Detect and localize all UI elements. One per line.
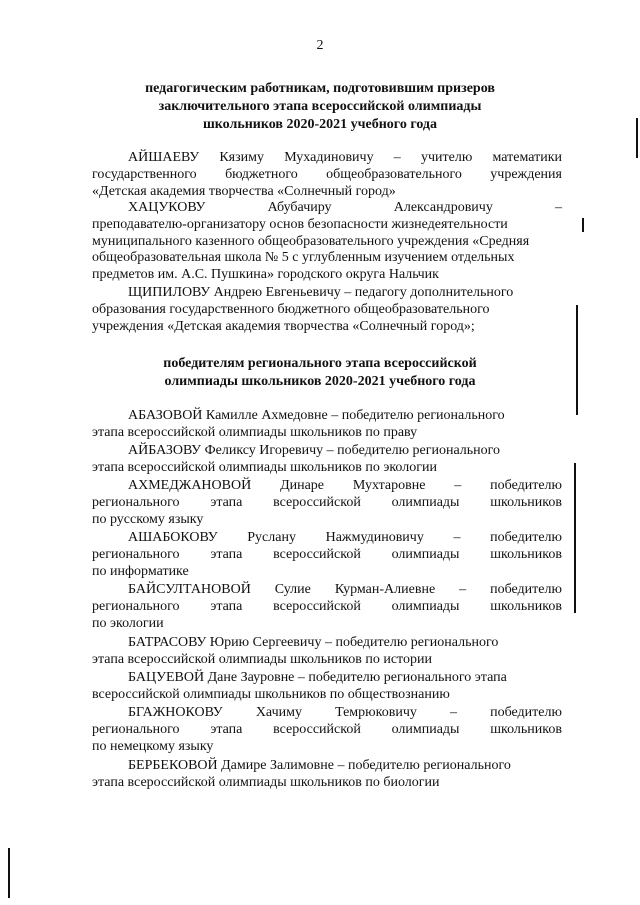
entry-line bbox=[92, 705, 562, 722]
word: БГАЖНОКОВУ bbox=[128, 705, 223, 720]
entry-line bbox=[92, 547, 562, 564]
word: ХАЦУКОВУ bbox=[128, 200, 206, 215]
entry-line: муниципального казенного общеобразовательного учреждения «Средняя bbox=[92, 233, 530, 249]
word: математики bbox=[492, 150, 562, 165]
word: регионального bbox=[92, 598, 180, 614]
scan-edge-mark bbox=[576, 305, 578, 415]
entry-line: «Детская академия творчества «Солнечный город» bbox=[92, 183, 396, 199]
word: БАЙСУЛТАНОВОЙ bbox=[128, 582, 251, 597]
word: победителю bbox=[490, 478, 562, 493]
list-item bbox=[92, 635, 562, 669]
word: всероссийской bbox=[273, 494, 361, 510]
entry-line: БАЦУЕВОЙ Дане Зауровне – победителю регионального этапа bbox=[128, 670, 507, 685]
word: Кязиму bbox=[219, 150, 264, 165]
entry-line: общеобразовательная школа № 5 с углубленным изучением отдельных bbox=[92, 250, 515, 266]
word: регионального bbox=[92, 721, 180, 737]
entry-line: этапа всероссийской олимпиады школьников по праву bbox=[92, 424, 418, 440]
entry-line: БАТРАСОВУ Юрию Сергеевичу – победителю регионального bbox=[128, 635, 499, 650]
entry-line: всероссийской олимпиады школьников по обществознанию bbox=[92, 686, 450, 702]
word: школьников bbox=[490, 721, 562, 737]
scan-edge-mark bbox=[574, 463, 576, 613]
entry-line bbox=[92, 150, 562, 167]
list-item bbox=[92, 530, 562, 580]
word: победителю bbox=[490, 705, 562, 720]
section-heading-regional-winners bbox=[60, 355, 580, 391]
entry-line bbox=[92, 200, 562, 217]
entry-line: БЕРБЕКОВОЙ Дамире Залимовне – победителю регионального bbox=[128, 758, 511, 773]
entry-line: этапа всероссийской олимпиады школьников по экологии bbox=[92, 459, 437, 475]
word: учителю bbox=[421, 150, 473, 165]
heading-line: победителям регионального этапа всероссийской bbox=[163, 356, 477, 371]
entry-line: АЙБАЗОВУ Феликсу Игоревичу – победителю регионального bbox=[128, 443, 501, 458]
page-number: 2 bbox=[316, 38, 324, 53]
list-item bbox=[92, 443, 562, 477]
list-item bbox=[92, 285, 562, 335]
entry-line: по информатике bbox=[92, 563, 189, 579]
entry-line: ЩИПИЛОВУ Андрею Евгеньевичу – педагогу дополнительного bbox=[128, 285, 514, 300]
entry-line: по экологии bbox=[92, 615, 164, 631]
entry-line: учреждения «Детская академия творчества «Солнечный город»; bbox=[92, 318, 475, 334]
list-item bbox=[92, 670, 562, 704]
word: этапа bbox=[210, 598, 243, 614]
entry-line bbox=[92, 478, 562, 495]
list-item bbox=[92, 200, 562, 284]
word: школьников bbox=[490, 546, 562, 562]
heading-line: олимпиады школьников 2020-2021 учебного года bbox=[164, 374, 476, 389]
entry-line bbox=[92, 599, 562, 616]
word: олимпиады bbox=[391, 546, 460, 562]
entry-line: образования государственного бюджетного общеобразовательного bbox=[92, 301, 490, 317]
word: победителю bbox=[490, 582, 562, 597]
word: всероссийской bbox=[273, 721, 361, 737]
word: школьников bbox=[490, 494, 562, 510]
entry-line: преподавателю-организатору основ безопасности жизнедеятельности bbox=[92, 216, 508, 232]
word: – bbox=[393, 150, 401, 165]
entry-line: предметов им. А.С. Пушкина» городского округа Нальчик bbox=[92, 267, 439, 283]
word: Руслану bbox=[247, 530, 296, 545]
list-item bbox=[92, 758, 562, 792]
word: Нажмудиновичу bbox=[325, 530, 424, 545]
list-item bbox=[92, 705, 562, 755]
word: АХМЕДЖАНОВОЙ bbox=[128, 478, 252, 493]
word: – bbox=[454, 478, 462, 493]
list-item bbox=[92, 582, 562, 632]
entry-line bbox=[92, 530, 562, 547]
list-item bbox=[92, 150, 562, 200]
entry-line bbox=[92, 722, 562, 739]
heading-line: школьников 2020-2021 учебного года bbox=[202, 117, 438, 132]
word: школьников bbox=[490, 598, 562, 614]
word: регионального bbox=[92, 494, 180, 510]
heading-line: заключительного этапа всероссийской олимпиады bbox=[158, 99, 482, 114]
entry-line bbox=[92, 167, 562, 184]
word: Хачиму bbox=[255, 705, 302, 720]
word: АШАБОКОВУ bbox=[128, 530, 218, 545]
scan-edge-mark bbox=[8, 848, 10, 898]
word: – bbox=[555, 200, 562, 215]
word: Динаре bbox=[280, 478, 325, 493]
word: Абубачиру bbox=[267, 200, 332, 215]
entry-line bbox=[92, 495, 562, 512]
word: олимпиады bbox=[391, 721, 460, 737]
word: – bbox=[449, 705, 457, 720]
entry-line: этапа всероссийской олимпиады школьников по биологии bbox=[92, 774, 440, 790]
word: бюджетного bbox=[225, 166, 298, 182]
section-heading-prize-teachers bbox=[60, 80, 580, 134]
word: Сулие bbox=[274, 582, 311, 597]
word: Мухтаровне bbox=[352, 478, 426, 493]
word: этапа bbox=[210, 494, 243, 510]
word: государственного bbox=[92, 166, 197, 182]
word: АЙШАЕВУ bbox=[128, 150, 200, 165]
word: Александровичу bbox=[393, 200, 493, 215]
entry-line: по немецкому языку bbox=[92, 738, 214, 754]
word: всероссийской bbox=[273, 546, 361, 562]
entry-line: АБАЗОВОЙ Камилле Ахмедовне – победителю регионального bbox=[128, 408, 505, 423]
word: Мухадиновичу bbox=[284, 150, 374, 165]
entry-line: по русскому языку bbox=[92, 511, 204, 527]
list-item bbox=[92, 408, 562, 442]
word: победителю bbox=[490, 530, 562, 545]
word: Курман-Алиевне bbox=[334, 582, 436, 597]
word: этапа bbox=[210, 721, 243, 737]
word: учреждения bbox=[490, 166, 562, 182]
word: всероссийской bbox=[273, 598, 361, 614]
word: общеобразовательного bbox=[326, 166, 462, 182]
heading-line: педагогическим работникам, подготовившим призеров bbox=[145, 81, 495, 96]
word: – bbox=[459, 582, 467, 597]
word: олимпиады bbox=[391, 494, 460, 510]
scan-edge-mark bbox=[636, 118, 638, 158]
word: Темрюковичу bbox=[335, 705, 417, 720]
word: этапа bbox=[210, 546, 243, 562]
word: регионального bbox=[92, 546, 180, 562]
scan-edge-mark bbox=[582, 218, 584, 232]
entry-line: этапа всероссийской олимпиады школьников по истории bbox=[92, 651, 432, 667]
word: – bbox=[453, 530, 461, 545]
word: олимпиады bbox=[391, 598, 460, 614]
entry-line bbox=[92, 582, 562, 599]
list-item bbox=[92, 478, 562, 528]
